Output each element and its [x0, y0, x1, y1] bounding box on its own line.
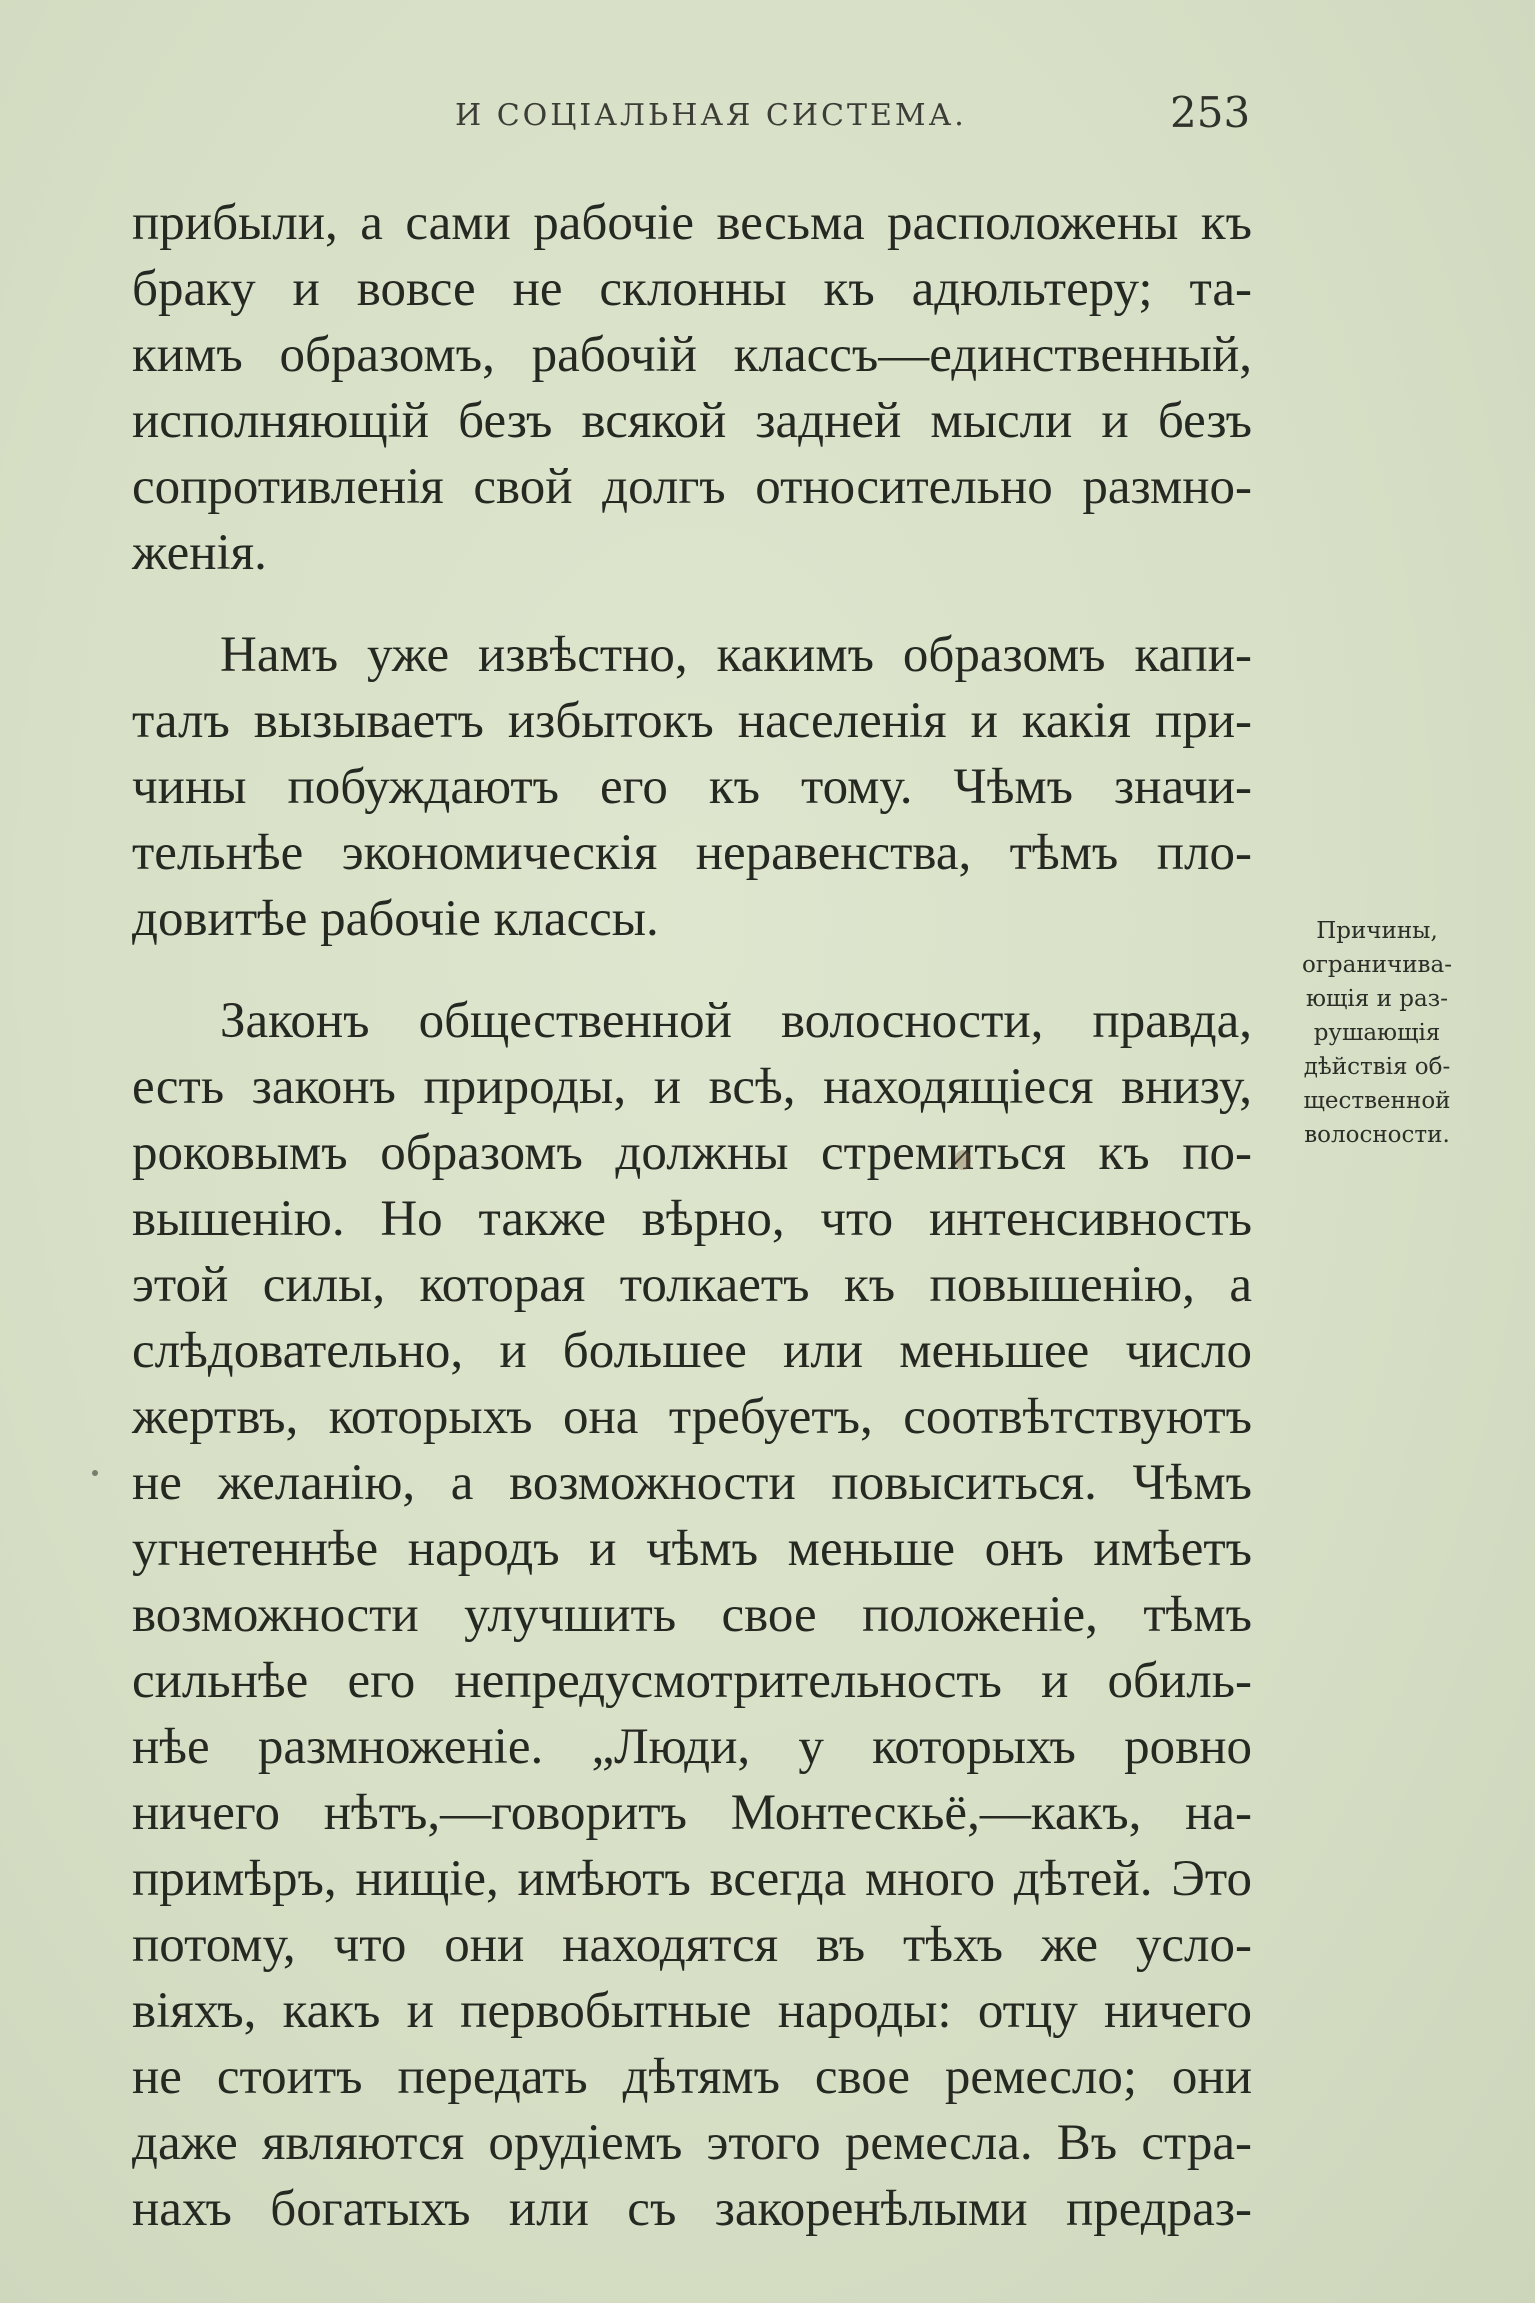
margin-note-line: волосности. [1304, 1122, 1450, 1148]
paragraph [132, 622, 1252, 952]
margin-note-line: щественной [1303, 1088, 1451, 1114]
margin-note-line: рушающія [1313, 1020, 1441, 1046]
page-number: 253 [1170, 88, 1251, 137]
text-line: не желанію, а возможности повыситься. Чѣмъ [132, 1455, 1252, 1511]
text-line: прибыли, а сами рабочіе весьма расположены къ [132, 195, 1252, 251]
text-line: кимъ образомъ, рабочій классъ—единственный, [132, 327, 1252, 383]
text-line: угнетеннѣе народъ и чѣмъ меньше онъ имѣетъ [132, 1521, 1252, 1577]
text-line: сильнѣе его непредусмотрительность и обиль- [132, 1653, 1252, 1709]
margin-note [1262, 914, 1492, 1152]
text-line: нѣе размноженіе. „Люди, у которыхъ ровно [132, 1719, 1252, 1775]
text-line: талъ вызываетъ избытокъ населенія и какія при- [132, 693, 1252, 749]
text-line: сопротивленія свой долгъ относительно размно- [132, 459, 1252, 515]
text-line: Намъ уже извѣстно, какимъ образомъ капи- [220, 627, 1252, 683]
paper-stain [92, 1470, 98, 1476]
text-line: ничего нѣтъ,—говоритъ Монтескьё,—какъ, на- [132, 1785, 1252, 1841]
margin-note-line: Причины, [1316, 918, 1438, 944]
paper-stain [955, 1150, 971, 1170]
text-line: віяхъ, какъ и первобытные народы: отцу ничего [132, 1983, 1252, 2039]
text-line: Законъ общественной волосности, правда, [220, 993, 1252, 1049]
text-line: тельнѣе экономическія неравенства, тѣмъ пло- [132, 825, 1252, 881]
text-line: слѣдовательно, и большее или меньшее число [132, 1323, 1252, 1379]
text-line: роковымъ образомъ должны стремиться къ по- [132, 1125, 1252, 1181]
main-text [132, 190, 1252, 2242]
text-line: не стоитъ передать дѣтямъ свое ремесло; они [132, 2049, 1252, 2105]
text-line: браку и вовсе не склонны къ адюльтеру; та- [132, 261, 1252, 317]
text-line: даже являются орудіемъ этого ремесла. Въ стра- [132, 2115, 1252, 2171]
text-line: чины побуждаютъ его къ тому. Чѣмъ значи- [132, 759, 1252, 815]
text-line: возможности улучшить свое положеніе, тѣмъ [132, 1587, 1252, 1643]
running-title: И СОЦІАЛЬНАЯ СИСТЕМА. [455, 98, 967, 133]
text-line: нахъ богатыхъ или съ закоренѣлыми предраз- [132, 2181, 1252, 2237]
text-line: вышенію. Но также вѣрно, что интенсивность [132, 1191, 1252, 1247]
text-line: исполняющій безъ всякой задней мысли и безъ [132, 393, 1252, 449]
paragraph [132, 190, 1252, 586]
text-line: примѣръ, нищіе, имѣютъ всегда много дѣтей. Это [132, 1851, 1252, 1907]
text-line: потому, что они находятся въ тѣхъ же усло- [132, 1917, 1252, 1973]
text-line: довитѣе рабочіе классы. [132, 891, 659, 947]
margin-note-line: ющія и раз- [1306, 986, 1448, 1012]
text-line: женія. [132, 525, 267, 581]
margin-note-line: ограничива- [1302, 952, 1452, 978]
margin-note-line: дѣйствія об- [1303, 1054, 1451, 1080]
paragraph [132, 988, 1252, 2242]
text-line: есть законъ природы, и всѣ, находящіеся внизу, [132, 1059, 1252, 1115]
text-line: жертвъ, которыхъ она требуетъ, соотвѣтствуютъ [132, 1389, 1252, 1445]
text-line: этой силы, которая толкаетъ къ повышенію, а [132, 1257, 1252, 1313]
